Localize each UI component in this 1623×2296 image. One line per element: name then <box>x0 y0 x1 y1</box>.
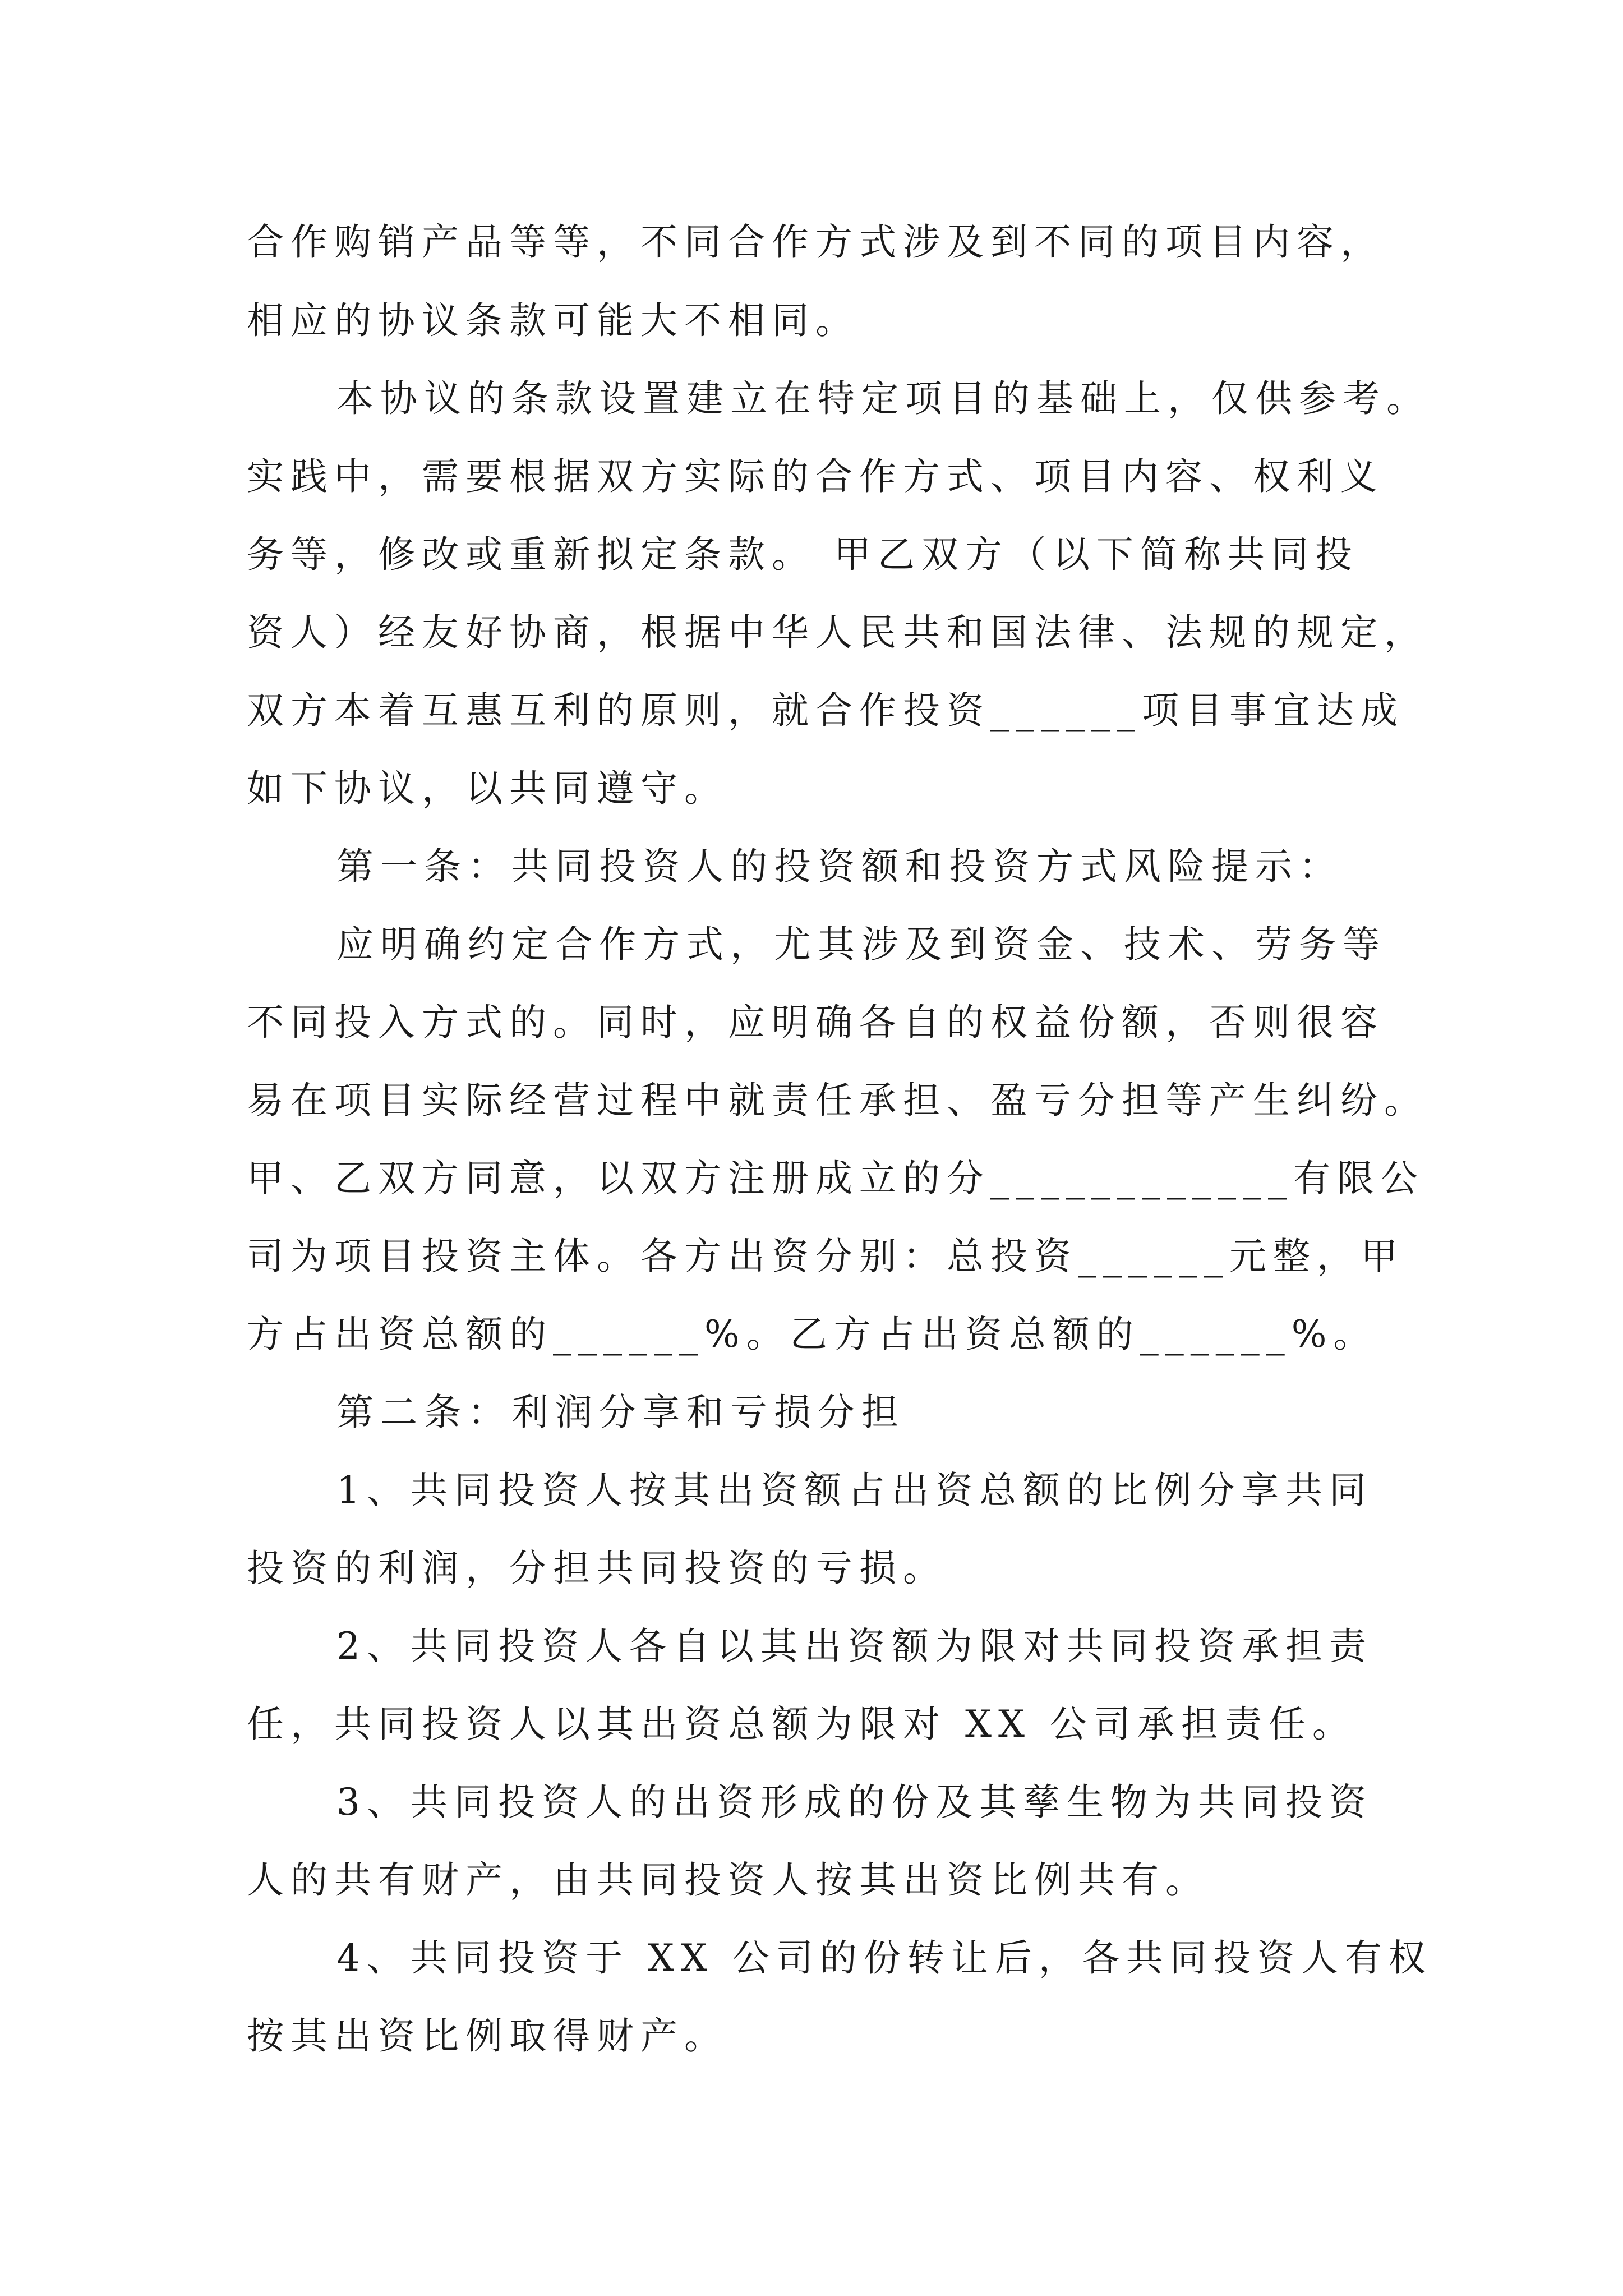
text-line: 本协议的条款设置建立在特定项目的基础上，仅供参考。 <box>336 377 1430 420</box>
text-line: 甲、乙双方同意，以双方注册成立的分____________有限公 <box>247 1157 1424 1200</box>
text-line: 双方本着互惠互利的原则，就合作投资______项目事宜达成 <box>247 689 1404 732</box>
text-line: 方占出资总额的______%。乙方占出资总额的______%。 <box>247 1313 1377 1356</box>
text-line: 第二条：利润分享和亏损分担 <box>336 1391 905 1434</box>
text-line: 如下协议，以共同遵守。 <box>247 767 728 810</box>
text-line: 易在项目实际经营过程中就责任承担、盈亏分担等产生纠纷。 <box>247 1079 1428 1122</box>
text-line: 不同投入方式的。同时，应明确各自的权益份额，否则很容 <box>247 1001 1384 1044</box>
text-line: 应明确约定合作方式，尤其涉及到资金、技术、劳务等 <box>336 923 1386 966</box>
text-line: 3、共同投资人的出资形成的份及其孳生物为共同投资 <box>336 1780 1373 1824</box>
text-line: 第一条：共同投资人的投资额和投资方式风险提示： <box>336 845 1343 888</box>
text-line: 4、共同投资于 XX 公司的份转让后，各共同投资人有权 <box>336 1936 1432 1980</box>
text-line: 司为项目投资主体。各方出资分别：总投资______元整，甲 <box>247 1235 1404 1278</box>
text-line: 实践中，需要根据双方实际的合作方式、项目内容、权利义 <box>247 455 1384 498</box>
text-line: 人的共有财产，由共同投资人按其出资比例共有。 <box>247 1858 1209 1902</box>
text-line: 合作购销产品等等，不同合作方式涉及到不同的项目内容， <box>247 220 1384 264</box>
text-line: 相应的协议条款可能大不相同。 <box>247 299 859 342</box>
text-line: 按其出资比例取得财产。 <box>247 2014 728 2058</box>
text-line: 2、共同投资人各自以其出资额为限对共同投资承担责 <box>336 1625 1373 1668</box>
text-line: 任，共同投资人以其出资总额为限对 XX 公司承担责任。 <box>247 1703 1356 1746</box>
text-line: 1、共同投资人按其出资额占出资总额的比例分享共同 <box>336 1469 1373 1512</box>
text-line: 投资的利润，分担共同投资的亏损。 <box>247 1547 947 1590</box>
text-line: 务等，修改或重新拟定条款。 甲乙双方（以下简称共同投 <box>247 533 1359 576</box>
text-line: 资人）经友好协商，根据中华人民共和国法律、法规的规定， <box>247 611 1428 654</box>
